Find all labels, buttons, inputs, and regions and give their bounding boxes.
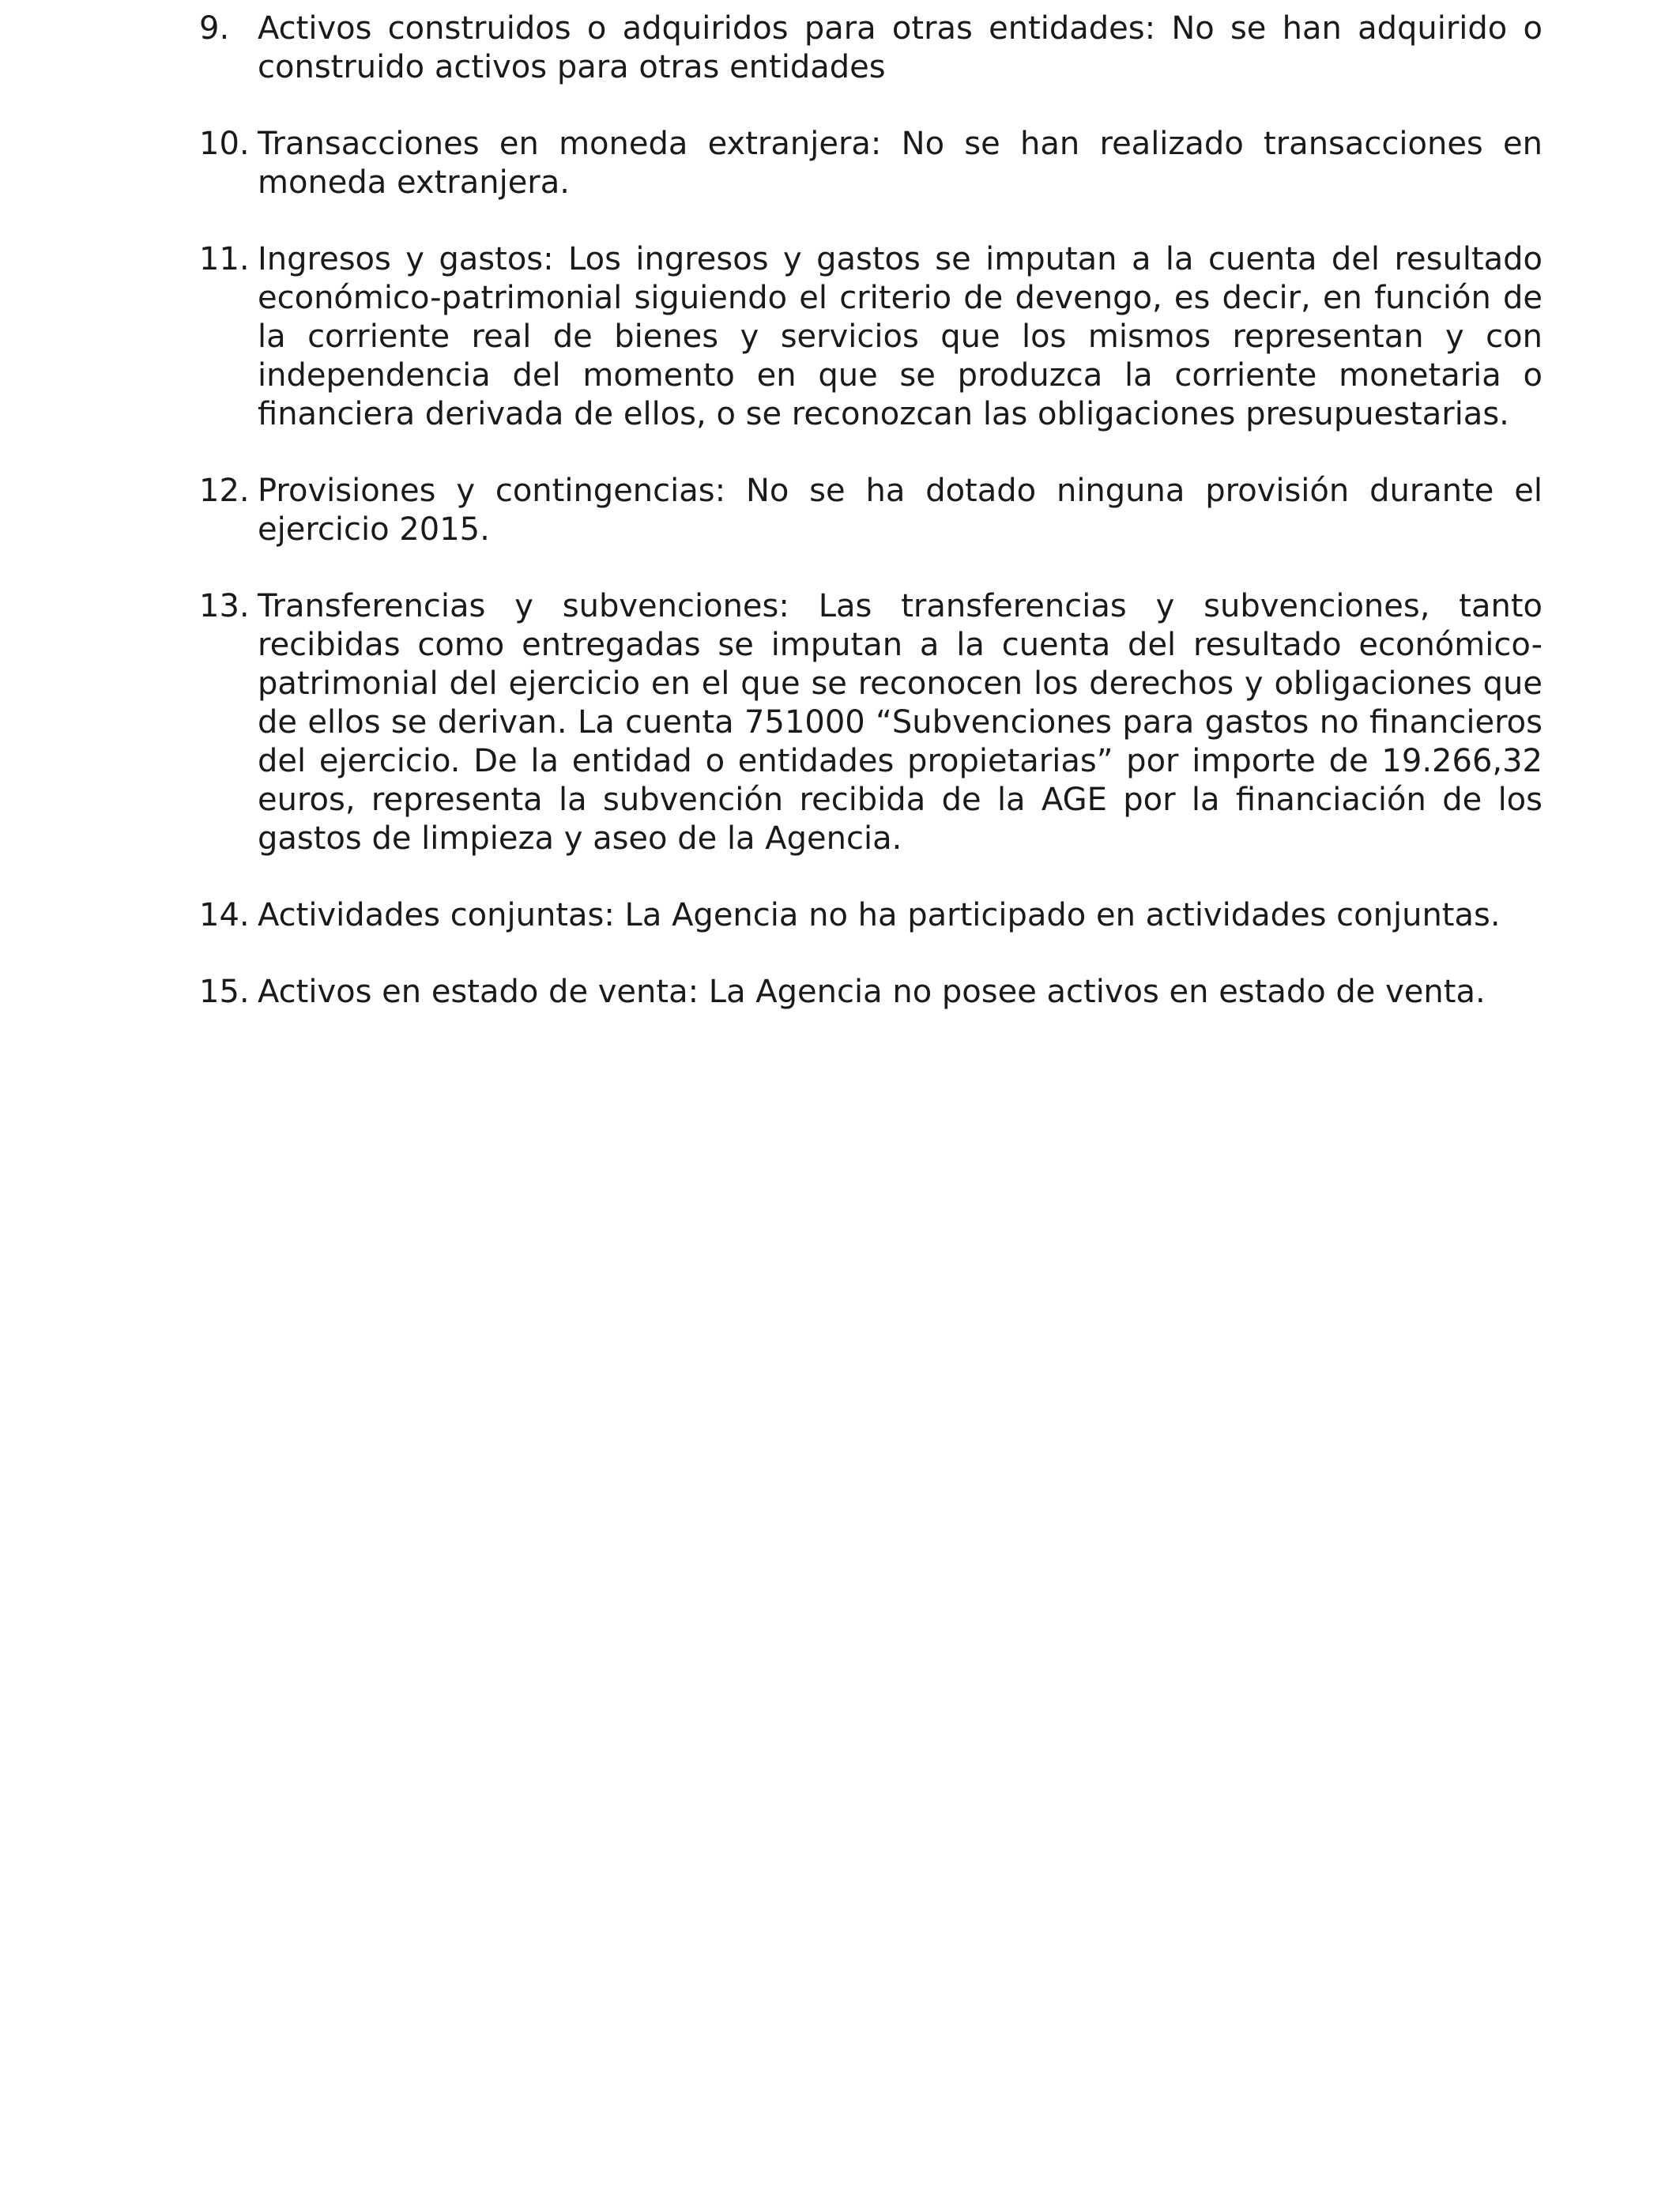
item-number: 11. [199, 241, 250, 277]
item-number: 15. [199, 974, 250, 1010]
item-number: 12. [199, 473, 250, 509]
item-text: Transacciones en moneda extranjera: No se han realizado transacciones en moneda extranjera. [258, 126, 1543, 201]
item-text: Ingresos y gastos: Los ingresos y gastos se imputan a la cuenta del resultado económico-patrimonial siguiendo el criterio de devengo, es decir, en función de la corriente real de bienes y servicios que los mismos representan y con independencia del momento en que se produzca la corriente monetaria o financiera derivada de ellos, o se reconozcan las obligaciones presupuestarias. [258, 241, 1543, 432]
item-number: 14. [199, 897, 250, 933]
item-text: Activos construidos o adquiridos para otras entidades: No se han adquirido o construido activos para otras entidades [258, 10, 1543, 85]
item-text: Provisiones y contingencias: No se ha dotado ninguna provisión durante el ejercicio 2015. [258, 473, 1543, 548]
item-number: 13. [199, 588, 250, 624]
item-text: Activos en estado de venta: La Agencia no posee activos en estado de venta. [258, 974, 1486, 1010]
list-item [199, 973, 1543, 1012]
list-item [199, 240, 1543, 434]
list-item [199, 587, 1543, 858]
numbered-list [199, 9, 1543, 1050]
item-number: 10. [199, 126, 250, 162]
list-item [199, 472, 1543, 549]
item-text: Actividades conjuntas: La Agencia no ha participado en actividades conjuntas. [258, 897, 1501, 933]
list-item [199, 896, 1543, 935]
item-text: Transferencias y subvenciones: Las transferencias y subvenciones, tanto recibidas como entregadas se imputan a la cuenta del resultado económico-patrimonial del ejercicio en el que se reconocen los derechos y obligaciones que de ellos se derivan. La cuenta 751000 “Subvenciones para gastos no financieros del ejercicio. De la entidad o entidades propietarias” por importe de 19.266,32 euros, representa la subvención recibida de la AGE por la financiación de los gastos de limpieza y aseo de la Agencia. [258, 588, 1543, 857]
list-item [199, 125, 1543, 202]
item-number: 9. [199, 10, 230, 47]
list-item [199, 9, 1543, 87]
